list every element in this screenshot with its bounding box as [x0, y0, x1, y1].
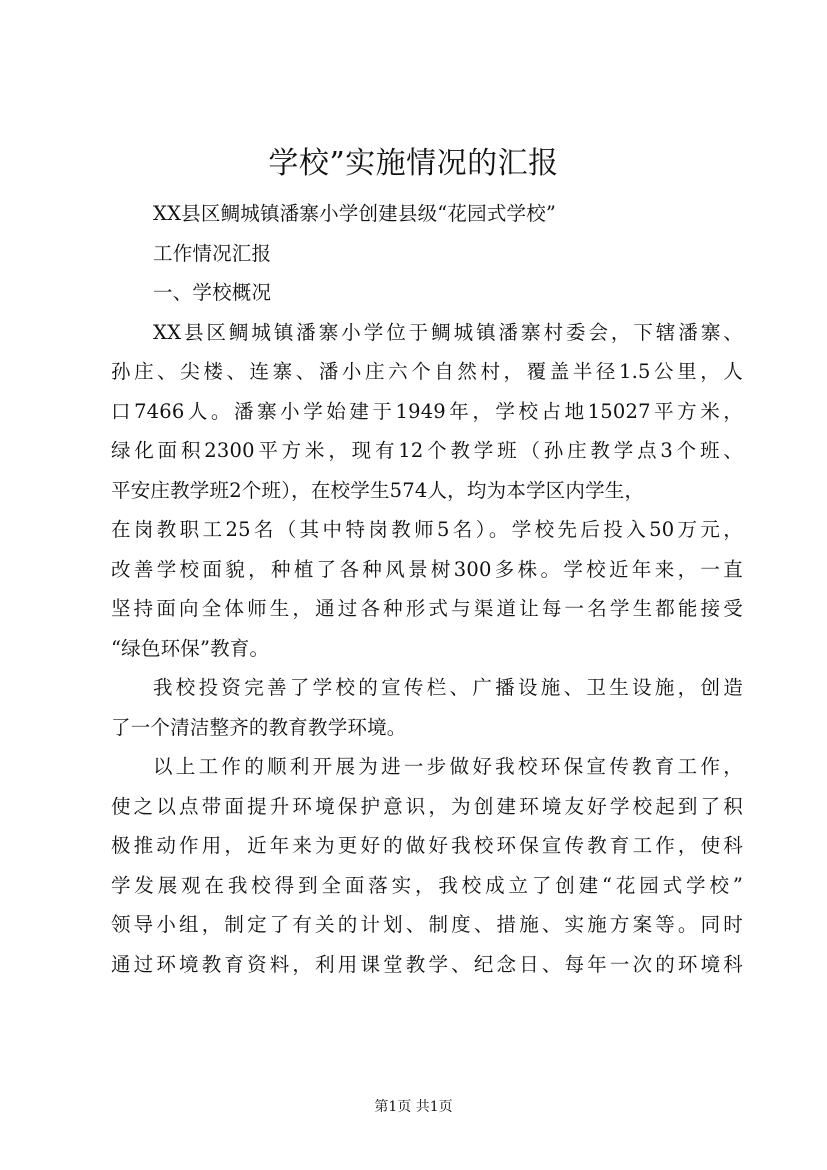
paragraph-line: 我校投资完善了学校的宣传栏、广播设施、卫生设施，创造 [153, 676, 743, 699]
paragraph-line: 通过环境教育资料，利用课堂教学、纪念日、每年一次的环境科 [111, 952, 743, 976]
subtitle-line: 工作情况汇报 [153, 241, 272, 265]
subtitle-line: XX县区鲷城镇潘寨小学创建县级“花园式学校” [153, 202, 557, 225]
paragraph-line: 以上工作的顺利开展为进一步做好我校环保宣传教育工作， [153, 755, 743, 778]
page-number-footer: 第1页 共1页 [374, 1099, 453, 1115]
paragraph-line: 使之以点带面提升环境保护意识，为创建环境友好学校起到了积 [111, 794, 743, 818]
paragraph-line: 坚持面向全体师生，通过各种形式与渠道让每一名学生都能接受 [111, 597, 743, 620]
paragraph-line: 平安庄教学班2个班），在校学生574人，均为本学区内学生， [111, 478, 645, 502]
paragraph-line: 改善学校面貌，种植了各种风景树300多株。学校近年来，一直 [111, 557, 743, 581]
paragraph-line: 在岗教职工25名（其中特岗教师5名）。学校先后投入50万元， [111, 518, 743, 541]
document-title: 学校”实施情况的汇报 [268, 146, 559, 181]
paragraph-line: 了一个清洁整齐的教育教学环境。 [111, 715, 407, 739]
paragraph-line: “绿色环保”教育。 [111, 636, 270, 660]
paragraph-line: 孙庄、尖楼、连寨、潘小庄六个自然村，覆盖半径1.5公里，人 [111, 360, 743, 383]
paragraph-line: 极推动作用，近年来为更好的做好我校环保宣传教育工作，使科 [111, 834, 743, 857]
paragraph-line: XX县区鲷城镇潘寨小学位于鲷城镇潘寨村委会，下辖潘寨、 [153, 320, 743, 344]
paragraph-line: 口7466人。潘寨小学始建于1949年，学校占地15027平方米， [111, 399, 743, 423]
paragraph-line: 学发展观在我校得到全面落实，我校成立了创建“花园式学校” [111, 873, 743, 897]
section-heading: 一、学校概况 [153, 281, 272, 304]
paragraph-line: 领导小组，制定了有关的计划、制度、措施、实施方案等。同时 [111, 913, 743, 936]
document-body [111, 194, 743, 984]
paragraph-line: 绿化面积2300平方米，现有12个教学班（孙庄教学点3个班、 [111, 439, 743, 462]
